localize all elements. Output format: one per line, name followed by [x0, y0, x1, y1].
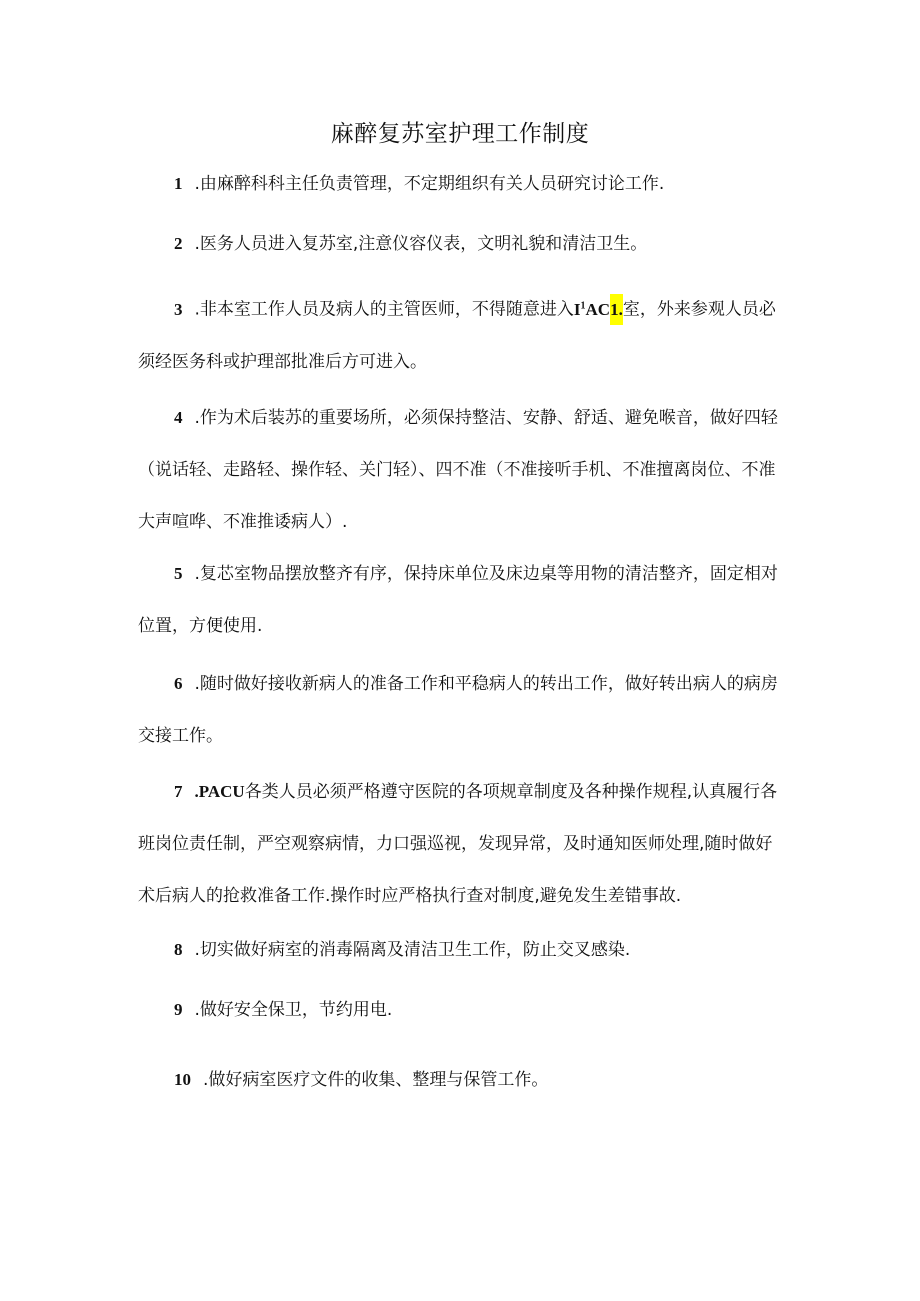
- rule-number: 5: [174, 564, 183, 583]
- rule-number: 1: [174, 174, 183, 193]
- rule-text: .随时做好接收新病人的准备工作和平稳病人的转出工作，做好转出病人的病房交接工作。: [138, 674, 778, 746]
- rule-item-10: [138, 1054, 788, 1106]
- rule-item-9: [138, 984, 788, 1036]
- rule-number: 6: [174, 674, 183, 693]
- rule-text-after: 室，外来参观人员必须经医务科或护理部批准后方可进入。: [138, 299, 776, 372]
- page-title: 麻醉复苏室护理工作制度: [330, 121, 590, 147]
- rule-item-2: [138, 218, 788, 270]
- room-code-superscript: 1: [580, 300, 586, 311]
- rule-item-5: [138, 548, 788, 652]
- rule-item-7: [138, 766, 788, 922]
- rule-item-4: [138, 392, 788, 548]
- rule-number: 4: [174, 408, 183, 427]
- room-code: [574, 300, 623, 319]
- room-code-middle: AC: [585, 299, 611, 319]
- highlighted-text: 1.: [610, 294, 623, 325]
- rule-item-3: [138, 280, 788, 388]
- rule-text: .切实做好病室的消毒隔离及清洁卫生工作，防止交叉感染.: [194, 940, 631, 960]
- rule-text: .做好安全保卫，节约用电.: [194, 1000, 393, 1020]
- rule-text: 各类人员必须严格遵守医院的各项规章制度及各种操作规程,认真履行各班岗位责任制，严空观察病情，力口强巡视，发现异常，及时通知医师处理,随时做好术后病人的抢救准备工作.操作时应严格执行查对制度,避免发生差错事故.: [138, 782, 778, 906]
- room-code-letter: I: [573, 299, 581, 319]
- rule-item-1: [138, 158, 788, 210]
- rule-number: 8: [174, 940, 183, 959]
- rule-prefix: .PACU: [194, 782, 245, 801]
- rule-text-before: .非本室工作人员及病人的主管医师，不得随意进入: [194, 299, 574, 320]
- rule-number: 2: [174, 234, 183, 253]
- rule-number: 9: [174, 1000, 183, 1019]
- rule-text: .医务人员进入复苏室,注意仪容仪表，文明礼貌和清洁卫生。: [194, 234, 648, 254]
- rule-number: 10: [174, 1070, 191, 1089]
- rule-text: .作为术后装苏的重要场所，必须保持整洁、安静、舒适、避免喉音，做好四轻（说话轻、走路轻、操作轻、关门轻）、四不准（不准接听手机、不准擅离岗位、不准大声喧哗、不准推诿病人）.: [138, 408, 778, 532]
- rule-text: .由麻醉科科主任负责管理，不定期组织有关人员研究讨论工作.: [194, 174, 665, 194]
- rule-number: 3: [174, 299, 183, 319]
- rule-item-8: [138, 924, 788, 976]
- rule-text: .复芯室物品摆放整齐有序，保持床单位及床边桌等用物的清洁整齐，固定相对位置，方便使用.: [138, 564, 778, 636]
- rule-number: 7: [174, 782, 183, 801]
- rule-item-6: [138, 658, 788, 762]
- rule-text: .做好病室医疗文件的收集、整理与保管工作。: [203, 1070, 549, 1090]
